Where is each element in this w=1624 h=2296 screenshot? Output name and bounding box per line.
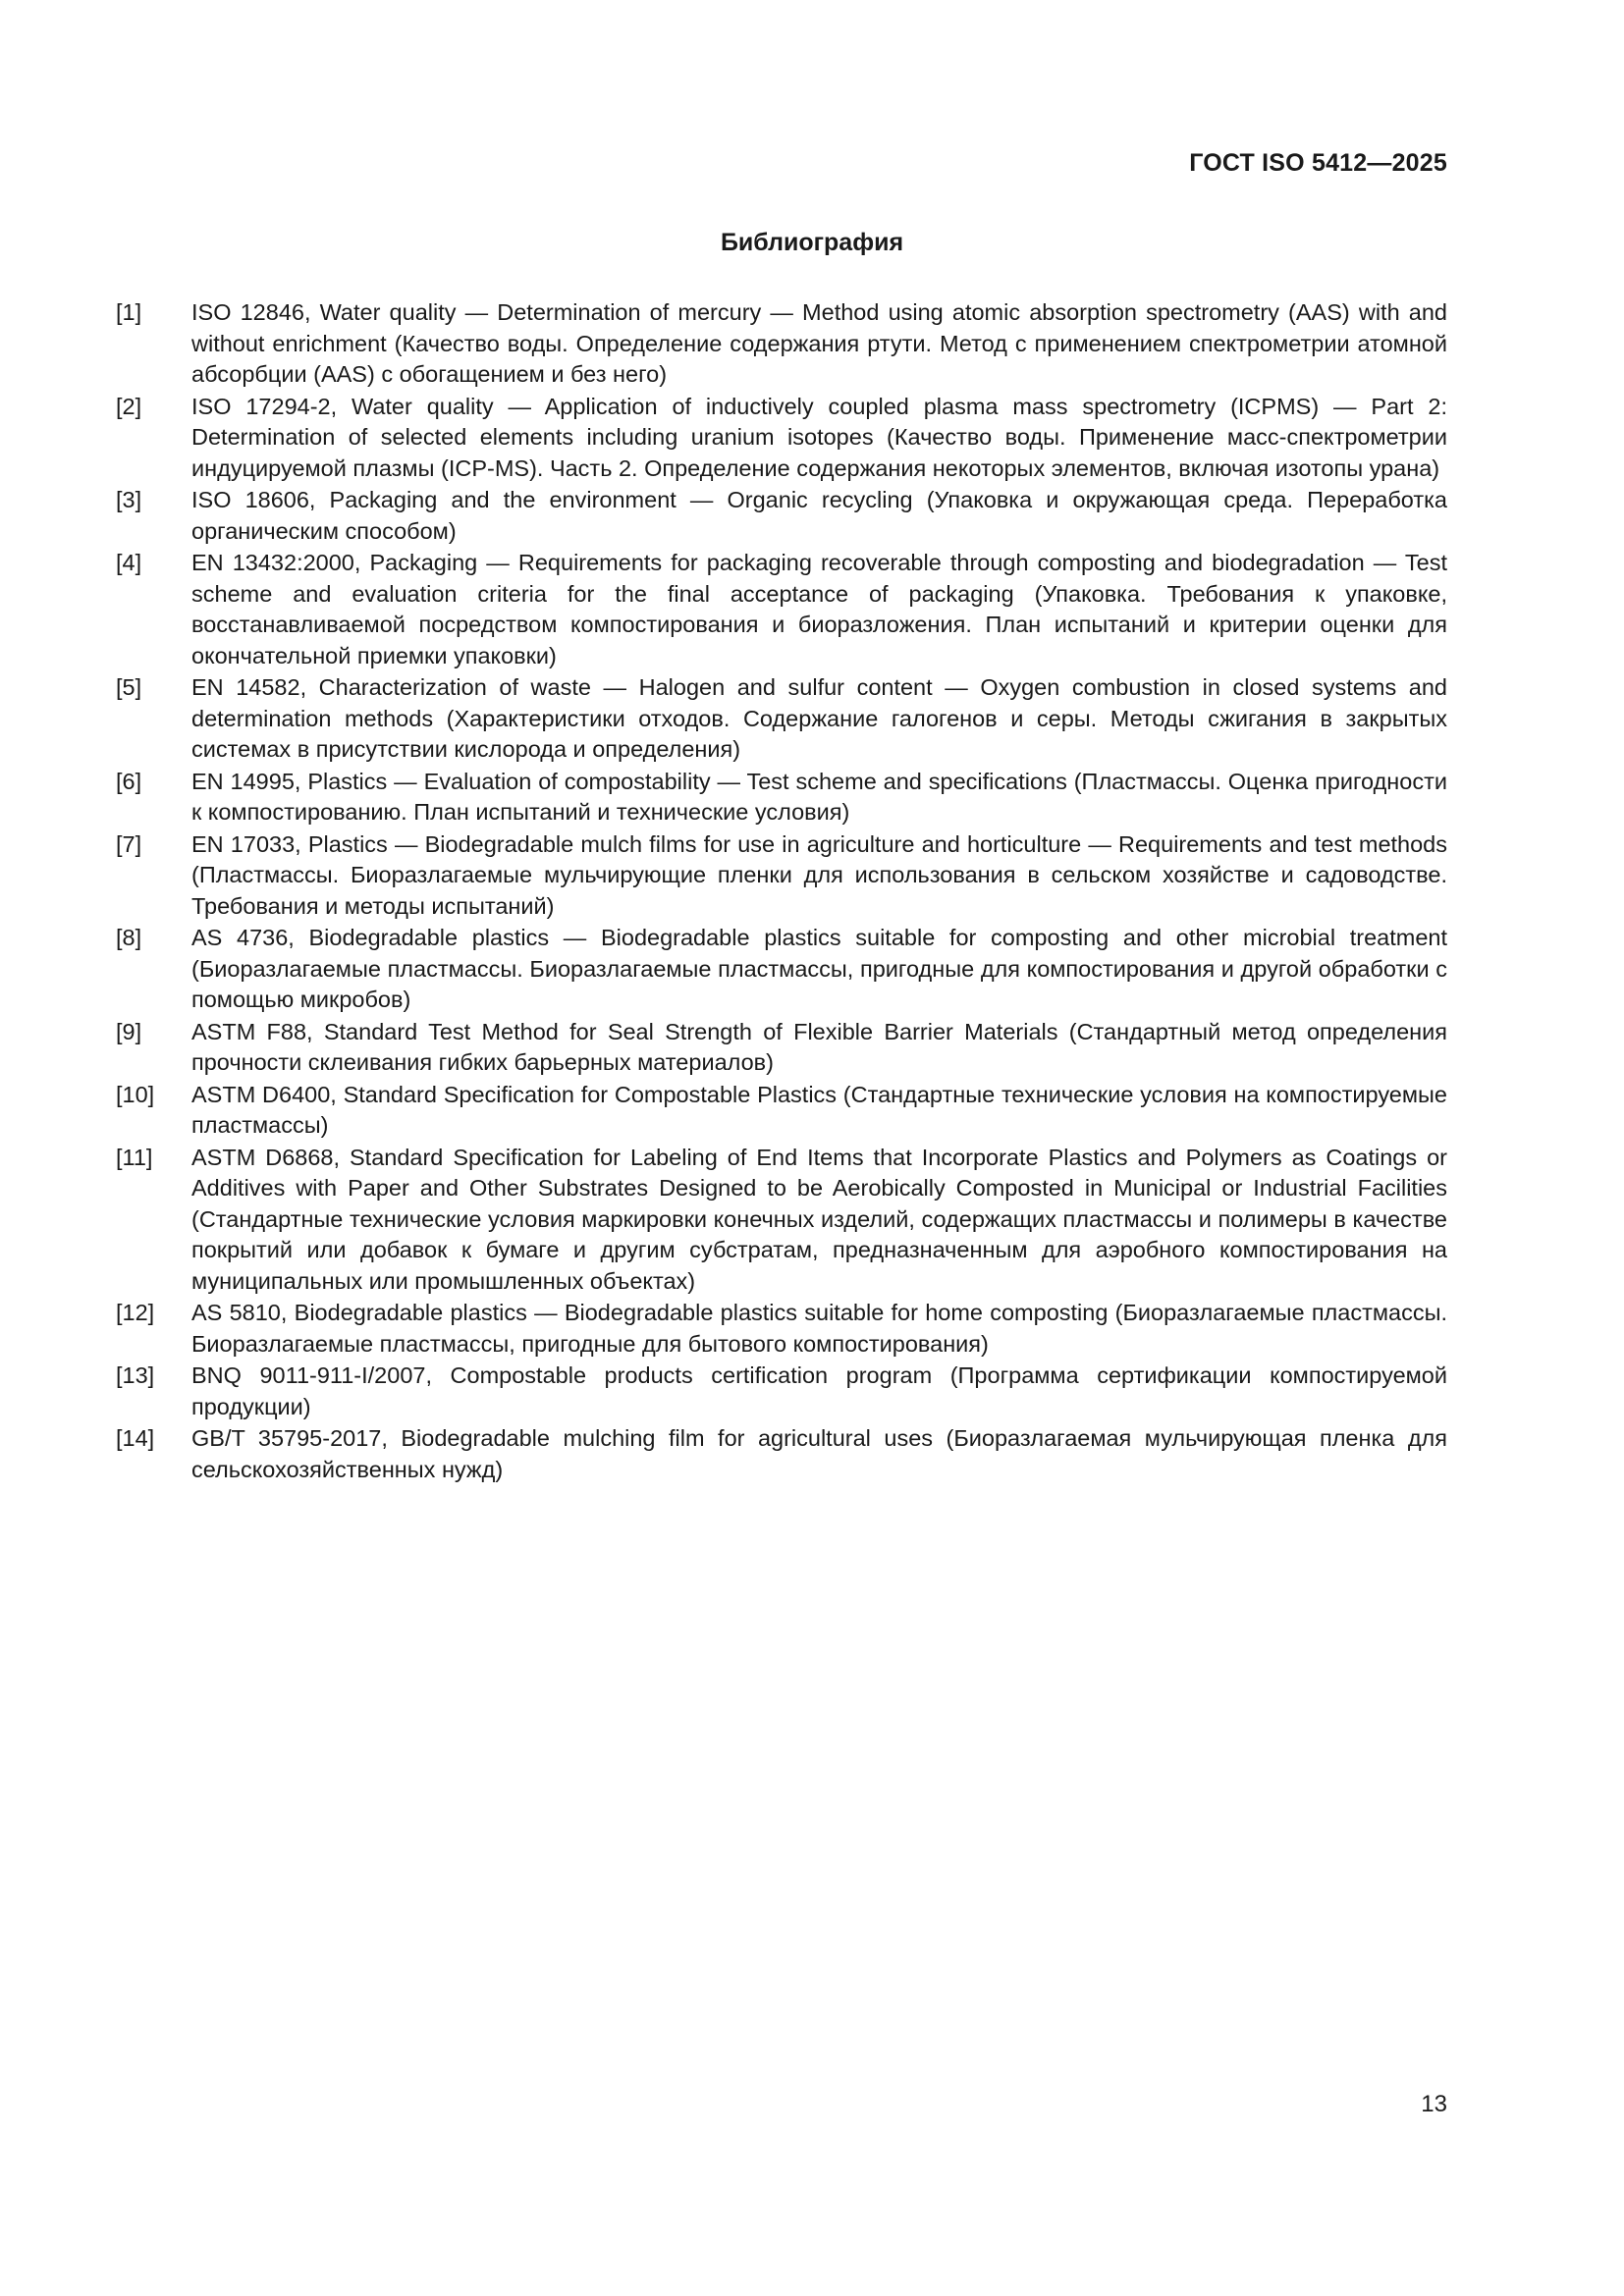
reference-text: ASTM D6400, Standard Specification for Compostable Plastics (Стандартные технические условия на компостируемые пластмассы) <box>191 1081 1447 1138</box>
reference-text: ISO 12846, Water quality — Determination of mercury — Method using atomic absorption spectrometry (AAS) with and without enrichment (Качество воды. Определение содержания ртути. Метод с применением спектрометрии атомной абсорбции (AAS) с обогащением и без него) <box>191 299 1447 387</box>
reference-text: ASTM F88, Standard Test Method for Seal Strength of Flexible Barrier Materials (Стандартный метод определения прочности склеивания гибких барьерных материалов) <box>191 1018 1447 1075</box>
reference-number: [11] <box>116 1144 153 1170</box>
reference-number: [7] <box>116 830 142 857</box>
list-item <box>116 672 1447 766</box>
reference-number: [1] <box>116 299 142 325</box>
list-item <box>116 1017 1447 1079</box>
list-item <box>116 1298 1447 1360</box>
reference-number: [9] <box>116 1018 142 1044</box>
reference-number: [14] <box>116 1425 155 1451</box>
bibliography-list <box>116 297 1447 1486</box>
reference-text: GB/T 35795-2017, Biodegradable mulching film for agricultural uses (Биоразлагаемая мульчирующая пленка для сельскохозяйственных нужд) <box>191 1425 1447 1482</box>
list-item <box>116 1361 1447 1422</box>
reference-number: [5] <box>116 674 142 700</box>
reference-number: [6] <box>116 768 142 794</box>
reference-text: EN 14995, Plastics — Evaluation of compostability — Test scheme and specifications (Пластмассы. Оценка пригодности к компостированию. План испытаний и технические условия) <box>191 768 1447 825</box>
list-item <box>116 923 1447 1016</box>
reference-text: ASTM D6868, Standard Specification for Labeling of End Items that Incorporate Plastics and Polymers as Coatings or Additives with Paper and Other Substrates Designed to be Aerobically Composted in Municipal or Industrial Facilities (Стандартные технические условия маркировки конечных изделий, содержащих пластмассы и полимеры в качестве покрытий или добавок к бумаге и другим субстратам, предназначенным для аэробного компостирования на муниципальных или промышленных объектах) <box>191 1144 1447 1294</box>
reference-number: [10] <box>116 1081 155 1107</box>
reference-number: [12] <box>116 1300 155 1325</box>
list-item <box>116 1423 1447 1485</box>
reference-number: [3] <box>116 487 142 512</box>
reference-text: BNQ 9011-911-I/2007, Compostable products certification program (Программа сертификации компостируемой продукции) <box>191 1362 1447 1419</box>
reference-text: EN 14582, Characterization of waste — Halogen and sulfur content — Oxygen combustion in closed systems and determination methods (Характеристики отходов. Содержание галогенов и серы. Методы сжигания в закрытых системах в присутствии кислорода и определения) <box>191 674 1447 762</box>
document-id: ГОСТ ISO 5412—2025 <box>1189 149 1447 177</box>
reference-text: AS 4736, Biodegradable plastics — Biodegradable plastics suitable for composting and other microbial treatment (Биоразлагаемые пластмассы. Биоразлагаемые пластмассы, пригодные для компостирования и другой обработки с помощью микробов) <box>191 925 1447 1012</box>
list-item <box>116 392 1447 485</box>
list-item <box>116 1080 1447 1142</box>
list-item <box>116 548 1447 671</box>
list-item <box>116 767 1447 828</box>
reference-text: ISO 18606, Packaging and the environment — Organic recycling (Упаковка и окружающая среда. Переработка органическим способом) <box>191 487 1447 544</box>
reference-number: [13] <box>116 1362 155 1388</box>
reference-text: EN 17033, Plastics — Biodegradable mulch films for use in agriculture and horticulture — Requirements and test methods (Пластмассы. Биоразлагаемые мульчирующие пленки для использования в сельском хозяйстве и садоводстве. Требования и методы испытаний) <box>191 830 1447 919</box>
reference-text: EN 13432:2000, Packaging — Requirements for packaging recoverable through composting and biodegradation — Test scheme and evaluation criteria for the final acceptance of packaging (Упаковка. Требования к упаковке, восстанавливаемой посредством компостирования и биоразложения. План испытаний и критерии оценки для окончательной приемки упаковки) <box>191 550 1447 668</box>
list-item <box>116 1143 1447 1298</box>
list-item <box>116 297 1447 391</box>
reference-number: [4] <box>116 550 142 575</box>
reference-number: [8] <box>116 925 142 950</box>
page-number: 13 <box>1421 2091 1447 2117</box>
page-title: Библиография <box>720 229 904 256</box>
reference-number: [2] <box>116 393 142 419</box>
reference-text: ISO 17294-2, Water quality — Application of inductively coupled plasma mass spectrometry (ICPMS) — Part 2: Determination of selected elements including uranium isotopes (Качество воды. Применение масс-спектрометрии индуцируемой плазмы (ICP-MS). Часть 2. Определение содержания некоторых элементов, включая изотопы урана) <box>191 393 1447 481</box>
list-item <box>116 829 1447 923</box>
list-item <box>116 485 1447 547</box>
reference-text: AS 5810, Biodegradable plastics — Biodegradable plastics suitable for home composting (Биоразлагаемые пластмассы. Биоразлагаемые пластмассы, пригодные для бытового компостирования) <box>191 1300 1447 1357</box>
